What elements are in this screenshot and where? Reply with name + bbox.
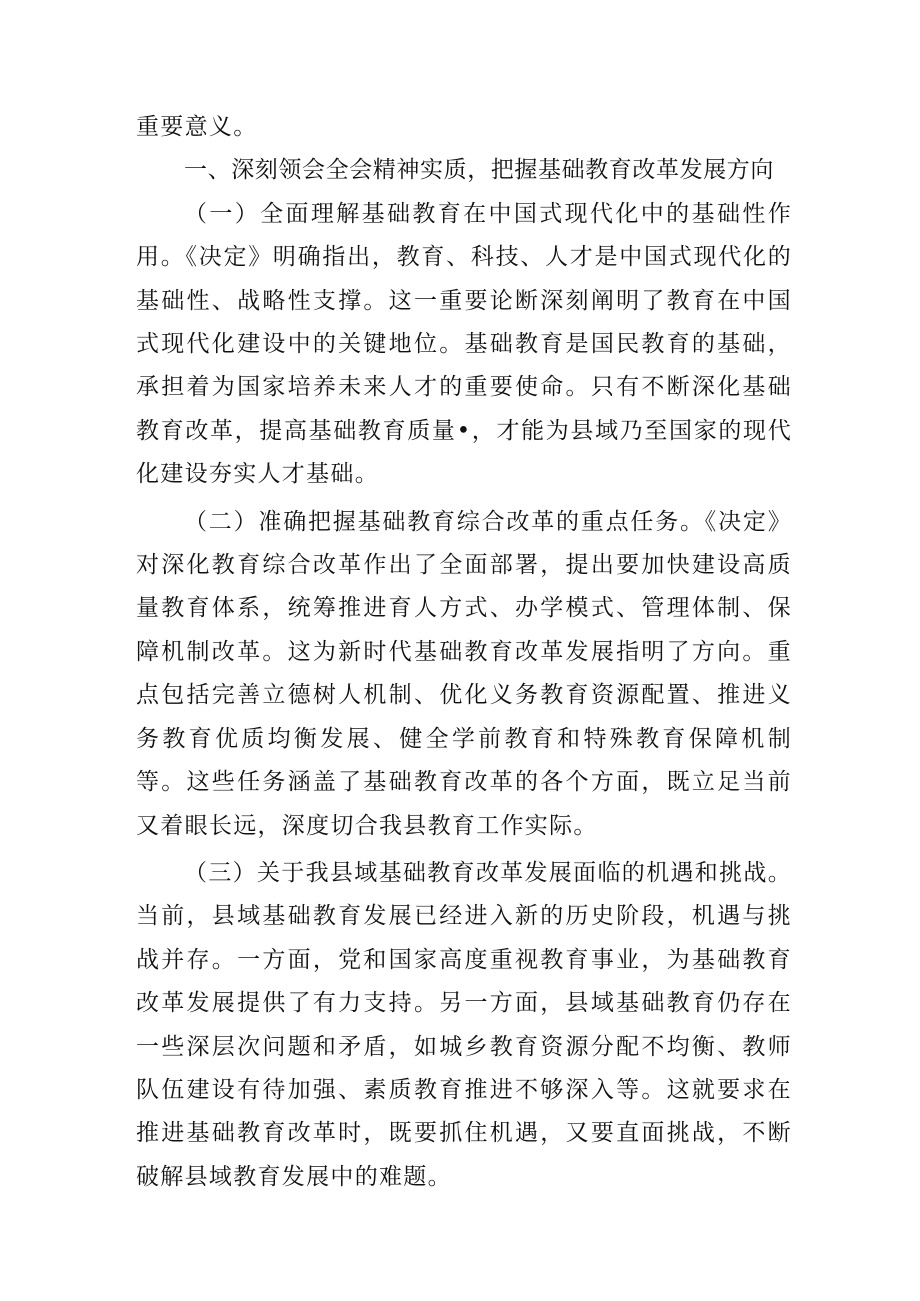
paragraph-2: （二）准确把握基础教育综合改革的重点任务。《决定》对深化教育综合改革作出了全面部署，提出要加快建设高质量教育体系，统筹推进育人方式、办学模式、管理体制、保障机制改革。这为新时代基础教育改革发展指明了方向。重点包括完善立德树人机制、优化义务教育资源配置、推进义务教育优质均衡发展、健全学前教育和特殊教育保障机制等。这些任务涵盖了基础教育改革的各个方面，既立足当前又着眼长远，深度切合我县教育工作实际。 — [136, 508, 792, 839]
continuation-text: 重要意义。 — [136, 114, 258, 140]
paragraph-3: （三）关于我县域基础教育改革发展面临的机遇和挑战。当前，县域基础教育发展已经进入新的历史阶段，机遇与挑战并存。一方面，党和国家高度重视教育事业，为基础教育改革发展提供了有力支持。另一方面，县域基础教育仍存在一些深层次问题和矛盾，如城乡教育资源分配不均衡、教师队伍建设有待加强、素质教育推进不够深入等。这就要求在推进基础教育改革时，既要抓住机遇，又要直面挑战，不断破解县域教育发展中的难题。 — [136, 859, 792, 1190]
paragraph-1: （一）全面理解基础教育在中国式现代化中的基础性作用。《决定》明确指出，教育、科技、人才是中国式现代化的基础性、战略性支撑。这一重要论断深刻阐明了教育在中国式现代化建设中的关键地位。基础教育是国民教育的基础，承担着为国家培养未来人才的重要使命。只有不断深化基础教育改革，提高基础教育质量•，才能为县域乃至国家的现代化建设夯实人才基础。 — [136, 200, 792, 488]
section-heading: 一、深刻领会全会精神实质，把握基础教育改革发展方向 — [184, 157, 774, 184]
document-body — [136, 106, 792, 1199]
